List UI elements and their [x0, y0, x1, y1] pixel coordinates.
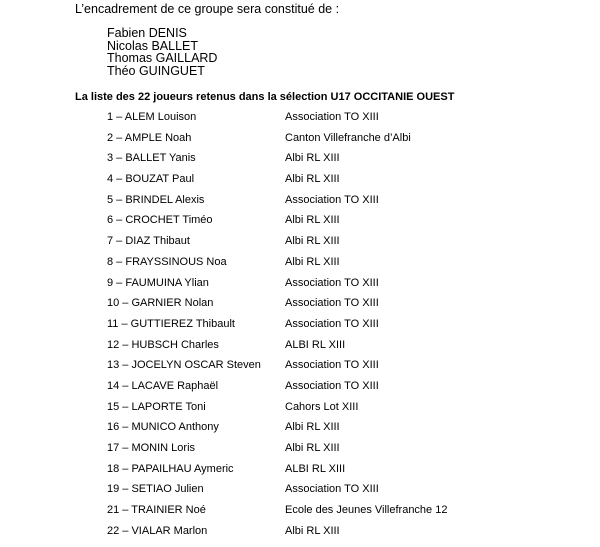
- player-row: [0, 210, 600, 231]
- staff-member: Théo GUINGUET: [107, 63, 205, 78]
- player-club: Ecole des Jeunes Villefranche 12: [285, 504, 448, 517]
- players-list-title: La liste des 22 joueurs retenus dans la sélection U17 OCCITANIE OUEST: [75, 91, 455, 103]
- player-row: [0, 273, 600, 294]
- player-name: 9 – FAUMUINA Ylian: [107, 276, 209, 289]
- player-row: [0, 397, 600, 418]
- player-name: 7 – DIAZ Thibaut: [107, 235, 190, 248]
- intro-text: L’encadrement de ce groupe sera constitué de :: [75, 2, 340, 16]
- player-club: Association TO XIII: [285, 379, 379, 392]
- player-club: Canton Villefranche d’Albi: [285, 131, 411, 144]
- player-club: Association TO XIII: [285, 276, 379, 289]
- player-name: 2 – AMPLE Noah: [107, 131, 192, 144]
- player-row: [0, 107, 600, 128]
- player-club: Association TO XIII: [285, 317, 379, 330]
- player-name: 11 – GUTTIEREZ Thibault: [107, 317, 235, 330]
- player-row: [0, 479, 600, 500]
- player-club: Cahors Lot XIII: [285, 400, 359, 413]
- player-name: 12 – HUBSCH Charles: [107, 338, 219, 351]
- player-club: Association TO XIII: [285, 483, 379, 496]
- player-club: Albi RL XIII: [285, 173, 340, 186]
- player-name: 14 – LACAVE Raphaël: [107, 379, 219, 392]
- staff-member: Thomas GAILLARD: [107, 51, 218, 65]
- player-name: 1 – ALEM Louison: [107, 111, 197, 123]
- player-row: [0, 376, 600, 397]
- player-name: 19 – SETIAO Julien: [107, 483, 204, 496]
- player-row: [0, 128, 600, 149]
- player-row: [0, 293, 600, 314]
- player-club: Albi RL XIII: [285, 524, 340, 537]
- staff-member: Nicolas BALLET: [107, 38, 199, 53]
- player-name: 4 – BOUZAT Paul: [107, 173, 195, 186]
- player-row: [0, 148, 600, 169]
- player-name: 18 – PAPAILHAU Aymeric: [107, 462, 234, 475]
- player-row: [0, 231, 600, 252]
- staff-list: [107, 27, 217, 77]
- player-row: [0, 169, 600, 190]
- players-list: [0, 107, 600, 541]
- player-row: [0, 521, 600, 542]
- player-club: Albi RL XIII: [285, 442, 340, 454]
- player-row: [0, 355, 600, 376]
- player-club: Association TO XIII: [285, 297, 379, 310]
- player-name: 5 – BRINDEL Alexis: [107, 193, 205, 206]
- player-name: 17 – MONIN Loris: [107, 442, 196, 454]
- player-row: [0, 314, 600, 335]
- player-row: [0, 417, 600, 438]
- player-name: 6 – CROCHET Timéo: [107, 214, 213, 227]
- player-club: ALBI RL XIII: [285, 338, 346, 351]
- player-club: ALBI RL XIII: [285, 462, 346, 475]
- player-club: Albi RL XIII: [285, 235, 340, 248]
- player-name: 15 – LAPORTE Toni: [107, 400, 206, 413]
- player-name: 13 – JOCELYN OSCAR Steven: [107, 359, 261, 372]
- player-club: Albi RL XIII: [285, 214, 340, 227]
- player-club: Albi RL XIII: [285, 152, 340, 165]
- player-name: 8 – FRAYSSINOUS Noa: [107, 255, 227, 268]
- player-club: Albi RL XIII: [285, 421, 340, 434]
- player-name: 10 – GARNIER Nolan: [107, 297, 214, 310]
- player-row: [0, 335, 600, 356]
- player-row: [0, 500, 600, 521]
- player-name: 22 – VIALAR Marlon: [107, 524, 208, 537]
- player-row: [0, 459, 600, 480]
- player-club: Association TO XIII: [285, 359, 379, 372]
- player-name: 21 – TRAINIER Noé: [107, 504, 206, 517]
- player-club: Association TO XIII: [285, 111, 379, 123]
- player-row: [0, 438, 600, 459]
- player-club: Association TO XIII: [285, 193, 379, 206]
- player-name: 3 – BALLET Yanis: [107, 152, 196, 165]
- player-club: Albi RL XIII: [285, 255, 340, 268]
- player-row: [0, 190, 600, 211]
- player-name: 16 – MUNICO Anthony: [107, 421, 219, 434]
- player-row: [0, 252, 600, 273]
- staff-member: Fabien DENIS: [107, 26, 187, 40]
